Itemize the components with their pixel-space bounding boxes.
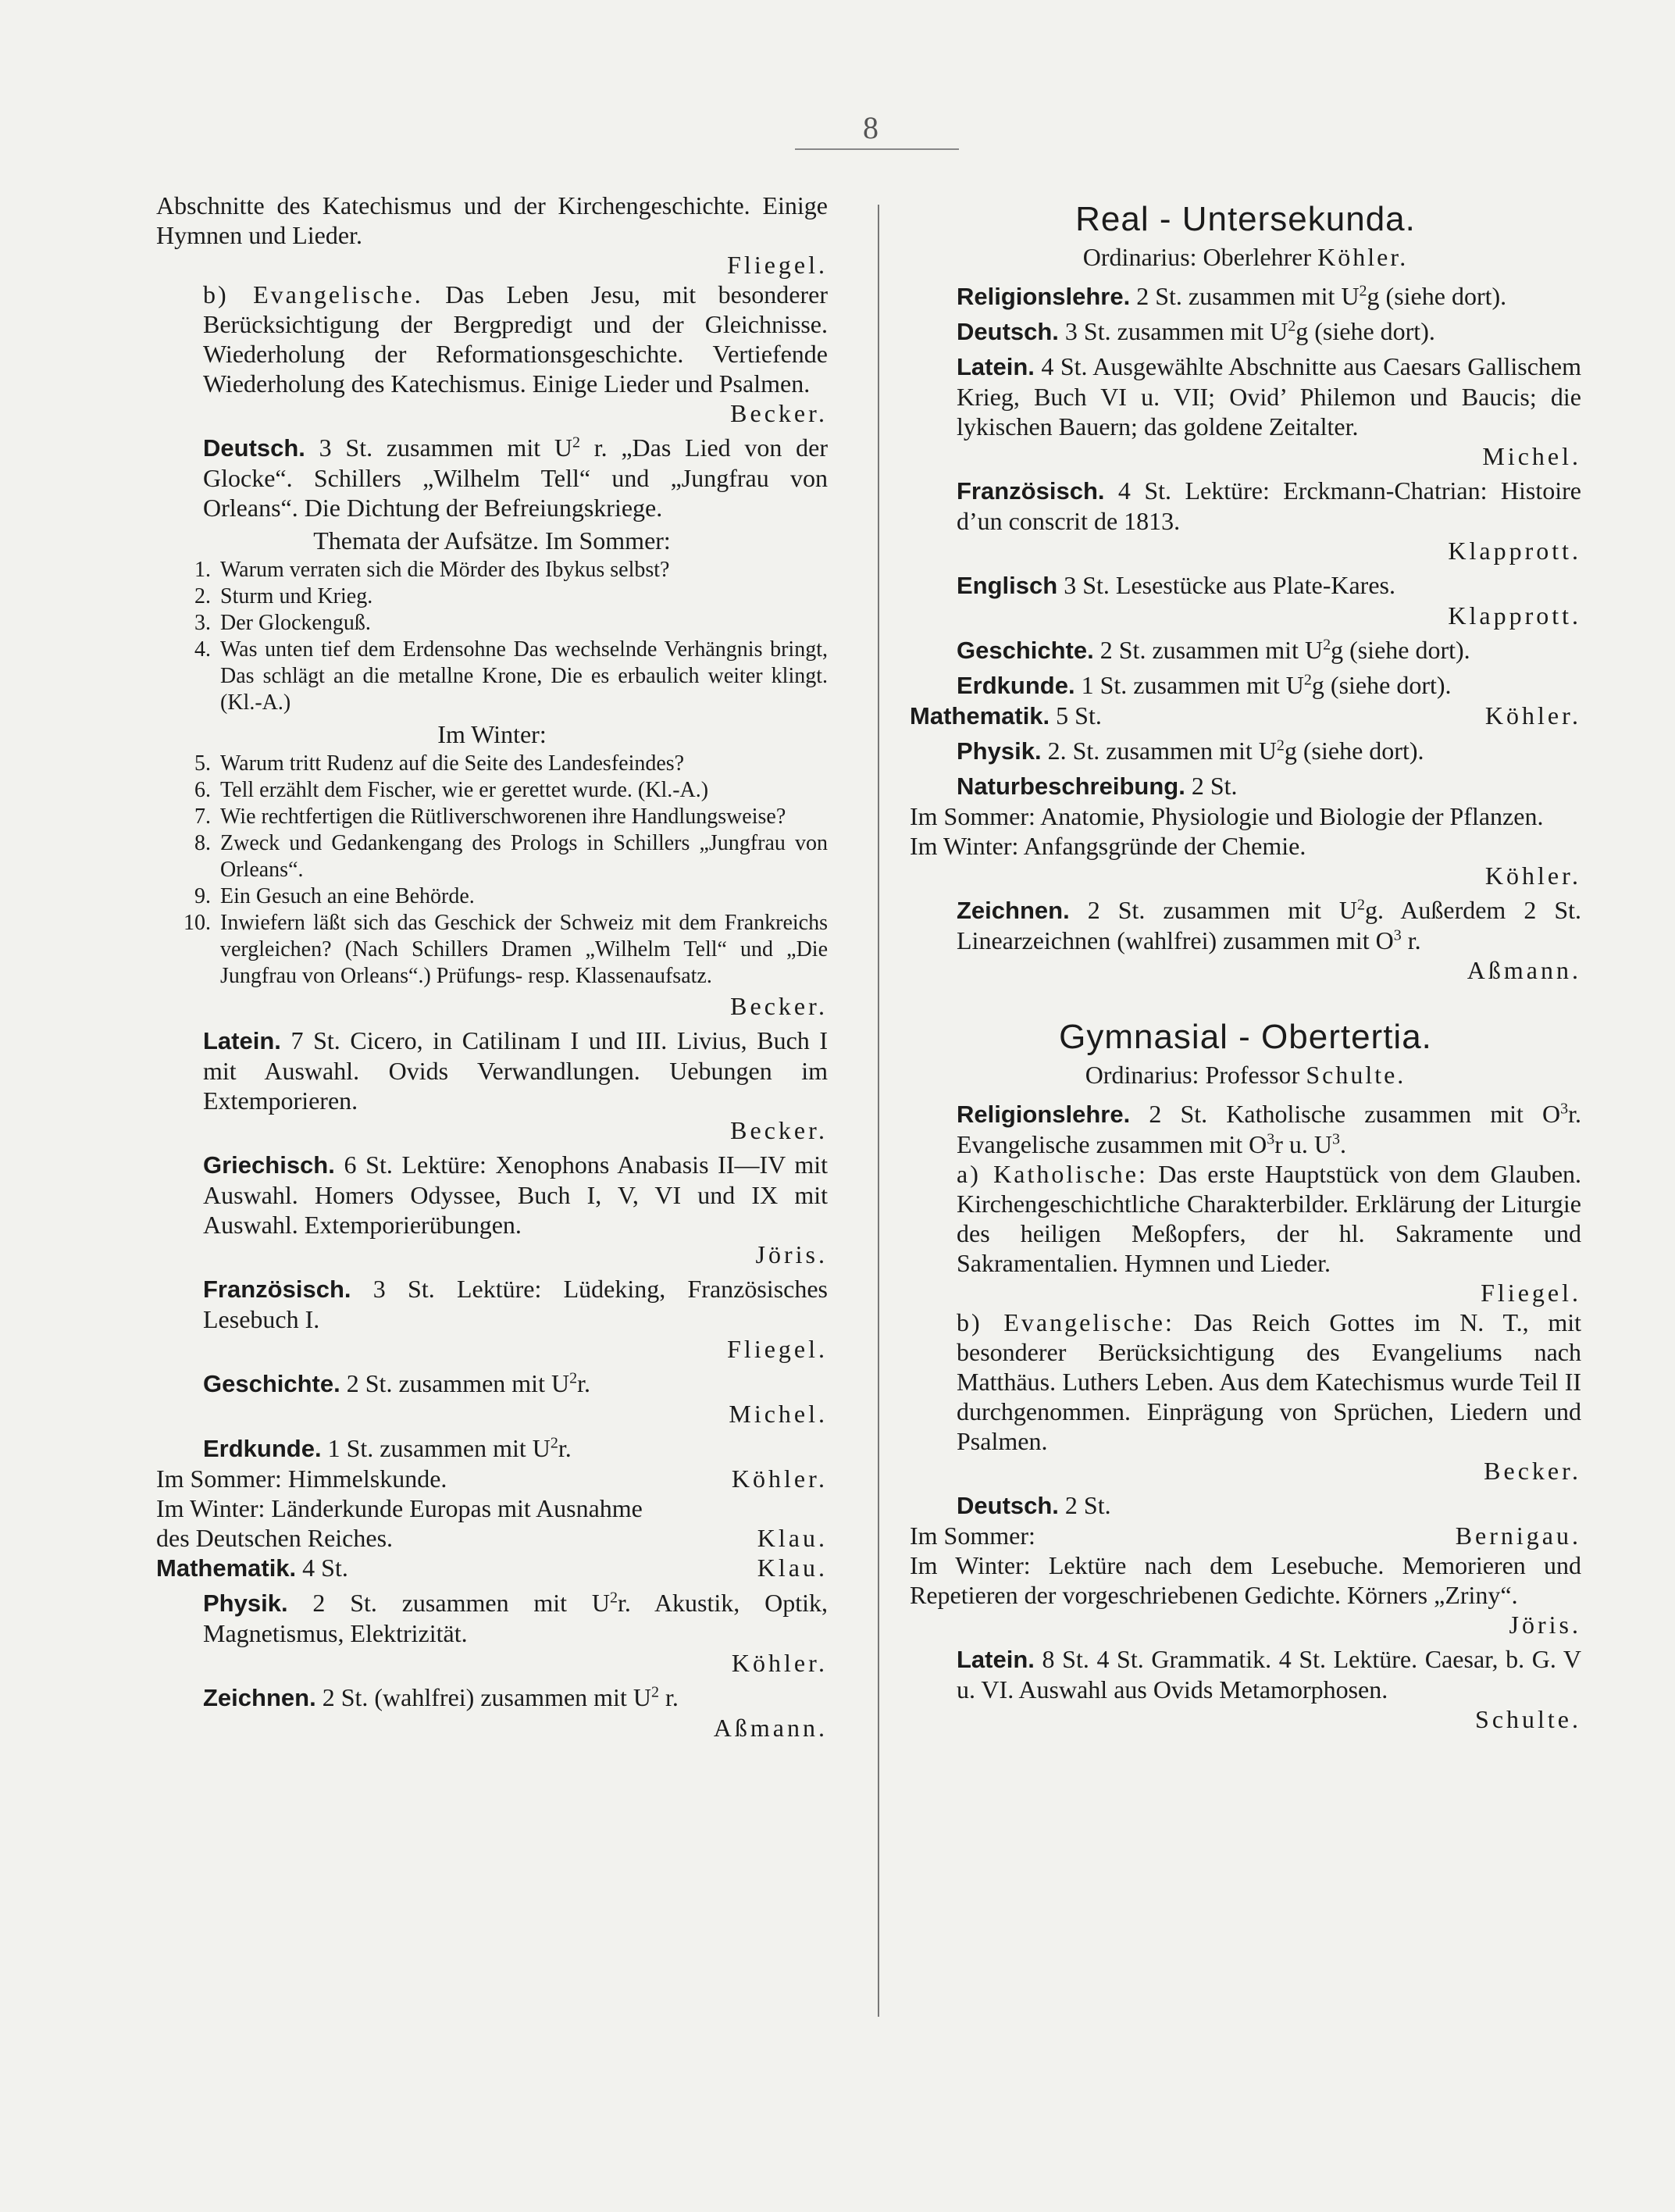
deutsch-obertertia-section: Deutsch. 2 St. — [957, 1491, 1111, 1519]
ordinarius-line: Ordinarius: Oberlehrer Köhler. — [1082, 243, 1409, 271]
signature: Fliegel. — [1481, 1279, 1581, 1307]
deutsch-winter: Im Winter: Lektüre nach dem Lesebuche. Memorieren und Repetieren der vorgeschriebenen Gedichte. Körners „Zriny“. — [910, 1551, 1581, 1609]
signature: Michel. — [729, 1400, 828, 1428]
title-real-untersekunda: Real - Untersekunda. — [1075, 200, 1416, 238]
winter-heading: Im Winter: — [437, 720, 547, 748]
griechisch-section: Griechisch. 6 St. Lektüre: Xenophons Anabasis II—IV mit Auswahl. Homers Odyssee, Buch I, V, VI und IX mit Auswahl. Extemporierübungen. — [203, 1151, 829, 1239]
ordinarius-line: Ordinarius: Professor Schulte. — [1085, 1061, 1406, 1089]
list-item: 8. Zweck und Gedankengang des Prologs in Schillers „Jungfrau von Orleans“. — [194, 831, 828, 882]
physik-section: Physik. 2 St. zusammen mit $U^2r$. Akustik, Optik, Magnetismus, Elektrizität. — [203, 1589, 829, 1647]
signature: Klapprott. — [1448, 601, 1581, 630]
signature: Schulte. — [1475, 1705, 1581, 1733]
evangelische-paragraph: b) Evangelische: Das Reich Gottes im N. T., mit besonderer Berücksichtigung des Evangeliums nach Matthäus. Luthers Leben. Aus dem Katechismus wurde Teil II durchgenommen. Einprägung von Sprüchen, Liedern und Psalmen. — [957, 1308, 1581, 1455]
naturbeschreibung-section: Naturbeschreibung. 2 St. — [957, 772, 1238, 800]
signature: Köhler. — [1484, 862, 1581, 890]
mathematik-section: Mathematik. 5 St. Köhler. — [910, 701, 1581, 730]
religionslehre-section: Religionslehre. 2 St. Katholische zusammen mit $O^3r$. Evangelische zusammen mit $O^3r$ u. $U^3$. — [957, 1100, 1582, 1158]
list-item: 10. Inwiefern läßt sich das Geschick der Schweiz mit dem Frankreichs vergleichen? (Nach Schillers Dramen „Wilhelm Tell“ und „Die Jungfrau von Orleans“.) Prüfungs- resp. Klassenaufsatz. — [184, 911, 828, 988]
naturbeschreibung-sommer: Im Sommer: Anatomie, Physiologie und Biologie der Pflanzen. — [910, 802, 1544, 830]
list-item: 7. Wie rechtfertigen die Rütliverschworenen ihre Handlungsweise? — [194, 805, 786, 829]
geschichte-section: Geschichte. 2 St. zusammen mit $U^2g$ (siehe dort). — [957, 636, 1470, 664]
naturbeschreibung-winter: Im Winter: Anfangsgründe der Chemie. — [910, 832, 1306, 860]
englisch-section: Englisch 3 St. Lesestücke aus Plate-Kares. — [957, 571, 1395, 599]
latein-section: Latein. 7 St. Cicero, in Catilinam I und III. Livius, Buch I mit Auswahl. Ovids Verwandlungen. Uebungen im Extemporieren. — [203, 1026, 829, 1115]
themes-winter-list — [156, 751, 828, 990]
list-item: 3. Der Glockenguß. — [194, 611, 371, 635]
signature: Becker. — [730, 399, 828, 427]
zeichnen-section: Zeichnen. 2 St. zusammen mit $U^2g$. Außerdem 2 St. Linearzeichnen (wahlfrei) zusammen mit $O^3$ r. — [957, 896, 1581, 954]
signature: Becker. — [1484, 1457, 1581, 1485]
deutsch-sommer: Im Sommer: Bernigau. — [910, 1522, 1581, 1550]
signature: Becker. — [730, 992, 828, 1020]
signature: Fliegel. — [727, 1335, 828, 1363]
page-number: 8 — [863, 110, 878, 145]
right-column — [910, 191, 1581, 1734]
signature: Fliegel. — [727, 251, 828, 279]
erdkunde-winter-cont: des Deutschen Reiches. Klau. — [156, 1524, 828, 1552]
physik-section: Physik. 2. St. zusammen mit $U^2g$ (siehe dort). — [957, 737, 1424, 765]
header-rule — [795, 148, 959, 150]
signature: Jöris. — [755, 1240, 828, 1268]
signature: Klapprott. — [1448, 537, 1581, 565]
religion-intro: Abschnitte des Katechismus und der Kirchengeschichte. Einige Hymnen und Lieder. — [156, 191, 828, 249]
geschichte-section: Geschichte. 2 St. zusammen mit $U^2r$. — [203, 1369, 590, 1397]
zeichnen-section: Zeichnen. 2 St. (wahlfrei) zusammen mit $U^2$ r. — [203, 1683, 679, 1711]
franzoesisch-section: Französisch. 4 St. Lektüre: Erckmann-Chatrian: Histoire d’un conscrit de 1813. — [957, 476, 1582, 535]
erdkunde-winter: Im Winter: Länderkunde Europas mit Ausnahme — [156, 1494, 643, 1522]
signature: Michel. — [1482, 442, 1581, 470]
latein-section: Latein. 4 St. Ausgewählte Abschnitte aus Caesars Gallischem Krieg, Buch VI u. VII; Ovid’ Philemon und Baucis; die lykischen Bauern; das goldene Zeitalter. — [957, 352, 1582, 441]
erdkunde-section: Erdkunde. 1 St. zusammen mit $U^2g$ (siehe dort). — [957, 671, 1452, 699]
column-divider — [878, 205, 879, 2017]
deutsch-section: Deutsch. 3 St. zusammen mit $U^2$ r. „Das Lied von der Glocke“. Schillers „Wilhelm Tell“ und „Jungfrau von Orleans“. Die Dichtung der Befreiungskriege. — [203, 433, 829, 522]
list-item: 6. Tell erzählt dem Fischer, wie er gerettet wurde. (Kl.-A.) — [194, 778, 709, 802]
erdkunde-section: Erdkunde. 1 St. zusammen mit $U^2r$. — [203, 1434, 572, 1462]
themes-summer-list — [156, 557, 828, 716]
themata-heading: Themata der Aufsätze. Im Sommer: — [313, 526, 671, 555]
latein-obertertia-section: Latein. 8 St. 4 St. Grammatik. 4 St. Lektüre. Caesar, b. G. V u. VI. Auswahl aus Ovids Metamorphosen. — [957, 1645, 1582, 1704]
franzoesisch-section: Französisch. 3 St. Lektüre: Lüdeking, Französisches Lesebuch I. — [203, 1275, 829, 1333]
katholische-paragraph: a) Katholische: Das erste Hauptstück von dem Glauben. Kirchengeschichtliche Charakterbilder. Erklärung der Liturgie des heiligen Meßopfers, der hl. Sakramente und Sakramentalien. Hymnen und Lieder. — [957, 1160, 1582, 1277]
deutsch-section: Deutsch. 3 St. zusammen mit $U^2g$ (siehe dort). — [957, 317, 1435, 345]
signature: Jöris. — [1509, 1611, 1581, 1639]
title-gymnasial-obertertia: Gymnasial - Obertertia. — [1059, 1018, 1432, 1056]
list-item: 2. Sturm und Krieg. — [194, 584, 373, 608]
signature: Köhler. — [731, 1649, 828, 1677]
list-item: 1. Warum verraten sich die Mörder des Ibykus selbst? — [194, 558, 670, 582]
erdkunde-sommer: Im Sommer: Himmelskunde. Köhler. — [156, 1465, 828, 1493]
list-item: 9. Ein Gesuch an eine Behörde. — [194, 884, 475, 908]
mathematik-section: Mathematik. 4 St. Klau. — [156, 1554, 828, 1582]
left-column — [156, 191, 828, 1743]
list-item: 5. Warum tritt Rudenz auf die Seite des Landesfeindes? — [194, 751, 685, 776]
list-item: 4. Was unten tief dem Erdensohne Das wechselnde Verhängnis bringt, Das schlägt an die metallne Krone, Die es erbaulich weiter klingt. (Kl.-A.) — [194, 637, 828, 715]
signature: Becker. — [730, 1116, 828, 1144]
signature: Aßmann. — [713, 1714, 828, 1742]
evangelische-paragraph: b) Evangelische. Das Leben Jesu, mit besonderer Berücksichtigung der Bergpredigt und der Gleichnisse. Wiederholung der Reformationsgeschichte. Vertiefende Wiederholung des Katechismus. Einige Lieder und Psalmen. — [203, 280, 829, 398]
signature: Aßmann. — [1467, 956, 1581, 984]
religionslehre-section: Religionslehre. 2 St. zusammen mit $U^2g$ (siehe dort). — [957, 282, 1507, 310]
